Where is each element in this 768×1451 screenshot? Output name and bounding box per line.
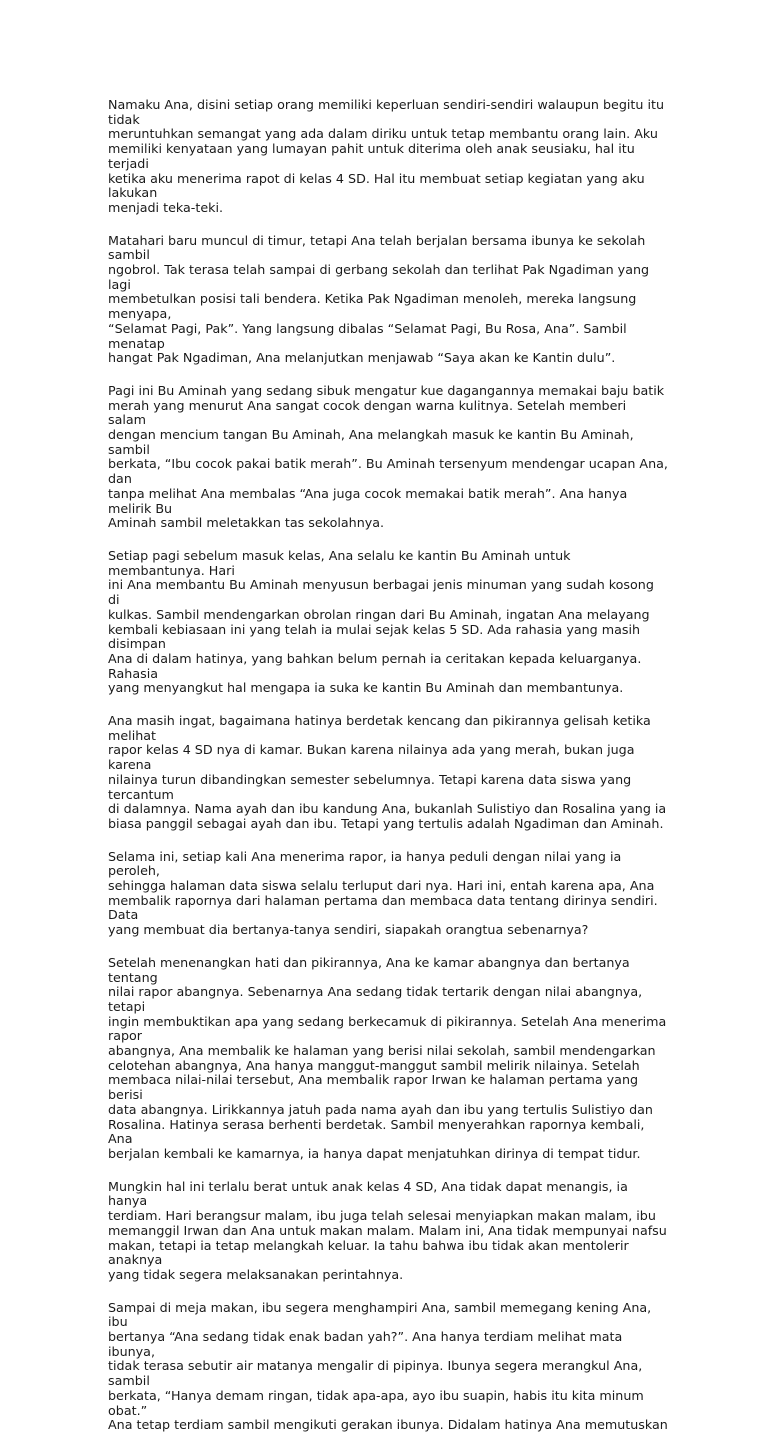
paragraph-5: Ana masih ingat, bagaimana hatinya berdetak kencang dan pikirannya gelisah ketika melihat rapor kelas 4 SD nya di kamar. Bukan karena nilainya ada yang merah, bukan juga karena nilainya turun dibandingkan semester sebelumnya. Tetapi karena data siswa yang tercantum di dalamnya. Nama ayah dan ibu kandung Ana, bukanlah Sulistiyo dan Rosalina yang ia biasa panggil sebagai ayah dan ibu. Tetapi yang tertulis adalah Ngadiman dan Aminah. bbox=[108, 713, 667, 831]
paragraph-7: Setelah menenangkan hati dan pikirannya, Ana ke kamar abangnya dan bertanya tentang nilai rapor abangnya. Sebenarnya Ana sedang tidak tertarik dengan nilai abangnya, tetapi ingin membuktikan apa yang sedang berkecamuk di pikirannya. Setelah Ana menerima rapor abangnya, Ana membalik ke halaman yang berisi nilai sekolah, sambil mendengarkan celotehan abangnya, Ana hanya manggut-manggut sambil melirik nilainya. Setelah membaca nilai-nilai tersebut, Ana membalik rapor Irwan ke halaman pertama yang berisi data abangnya. Lirikkannya jatuh pada nama ayah dan ibu yang tertulis Sulistiyo dan Rosalina. Hatinya serasa berhenti berdetak. Sambil menyerahkan rapornya kembali, Ana berjalan kembali ke kamarnya, ia hanya dapat menjatuhkan dirinya di tempat tidur. bbox=[108, 954, 667, 1161]
paragraph-6: Selama ini, setiap kali Ana menerima rapor, ia hanya peduli dengan nilai yang ia peroleh, sehingga halaman data siswa selalu terluput dari nya. Hari ini, entah karena apa, Ana membalik rapornya dari halaman pertama dan membaca data tentang dirinya sendiri. Data yang membuat dia bertanya-tanya sendiri, siapakah orangtua sebenarnya? bbox=[108, 848, 658, 938]
paragraph-4: Setiap pagi sebelum masuk kelas, Ana selalu ke kantin Bu Aminah untuk membantunya. Hari ini Ana membantu Bu Aminah menyusun berbagai jenis minuman yang sudah kosong di kulkas. Sambil mendengarkan obrolan ringan dari Bu Aminah, ingatan Ana melayang kembali kebiasaan ini yang telah ia mulai sejak kelas 5 SD. Ada rahasia yang masih disimpan Ana di dalam hatinya, yang bahkan belum pernah ia ceritakan kepada keluarganya. Rahasia yang menyangkut hal mengapa ia suka ke kantin Bu Aminah dan membantunya. bbox=[108, 547, 654, 696]
paragraph-2: Matahari baru muncul di timur, tetapi Ana telah berjalan bersama ibunya ke sekolah sambil ngobrol. Tak terasa telah sampai di gerbang sekolah dan terlihat Pak Ngadiman yang lagi membetulkan posisi tali bendera. Ketika Pak Ngadiman menoleh, mereka langsung menyapa, “Selamat Pagi, Pak”. Yang langsung dibalas “Selamat Pagi, Bu Rosa, Ana”. Sambil menatap hangat Pak Ngadiman, Ana melanjutkan menjawab “Saya akan ke Kantin dulu”. bbox=[108, 232, 650, 366]
paragraph-9: Sampai di meja makan, ibu segera menghampiri Ana, sambil memegang kening Ana, ibu bertanya “Ana sedang tidak enak badan yah?”. Ana hanya terdiam melihat mata ibunya, tidak terasa sebutir air matanya mengalir di pipinya. Ibunya segera merangkul Ana, sambil berkata, “Hanya demam ringan, tidak apa-apa, ayo ibu suapin, habis itu kita minum obat.” Ana tetap terdiam sambil mengikuti gerakan ibunya. Didalam hatinya Ana memutuskan bbox=[108, 1299, 668, 1433]
paragraph-8: Mungkin hal ini terlalu berat untuk anak kelas 4 SD, Ana tidak dapat menangis, ia hanya terdiam. Hari berangsur malam, ibu juga telah selesai menyiapkan makan malam, ibu memanggil Irwan dan Ana untuk makan malam. Malam ini, Ana tidak mempunyai nafsu makan, tetapi ia tetap melangkah keluar. Ia tahu bahwa ibu tidak akan mentolerir anaknya yang tidak segera melaksanakan perintahnya. bbox=[108, 1178, 667, 1282]
paragraph-1: Namaku Ana, disini setiap orang memiliki keperluan sendiri-sendiri walaupun begitu itu tidak meruntuhkan semangat yang ada dalam diriku untuk tetap membantu orang lain. Aku memiliki kenyataan yang lumayan pahit untuk diterima oleh anak seusiaku, hal itu terjadi ketika aku menerima rapot di kelas 4 SD. Hal itu membuat setiap kegiatan yang aku lakukan menjadi teka-teki. bbox=[108, 97, 665, 215]
paragraph-3: Pagi ini Bu Aminah yang sedang sibuk mengatur kue dagangannya memakai baju batik merah yang menurut Ana sangat cocok dengan warna kulitnya. Setelah memberi salam dengan mencium tangan Bu Aminah, Ana melangkah masuk ke kantin Bu Aminah, sambil berkata, “Ibu cocok pakai batik merah”. Bu Aminah tersenyum mendengar ucapan Ana, dan tanpa melihat Ana membalas “Ana juga cocok memakai batik merah”. Ana hanya melirik Bu Aminah sambil meletakkan tas sekolahnya. bbox=[108, 382, 668, 531]
document-body bbox=[108, 98, 668, 1451]
